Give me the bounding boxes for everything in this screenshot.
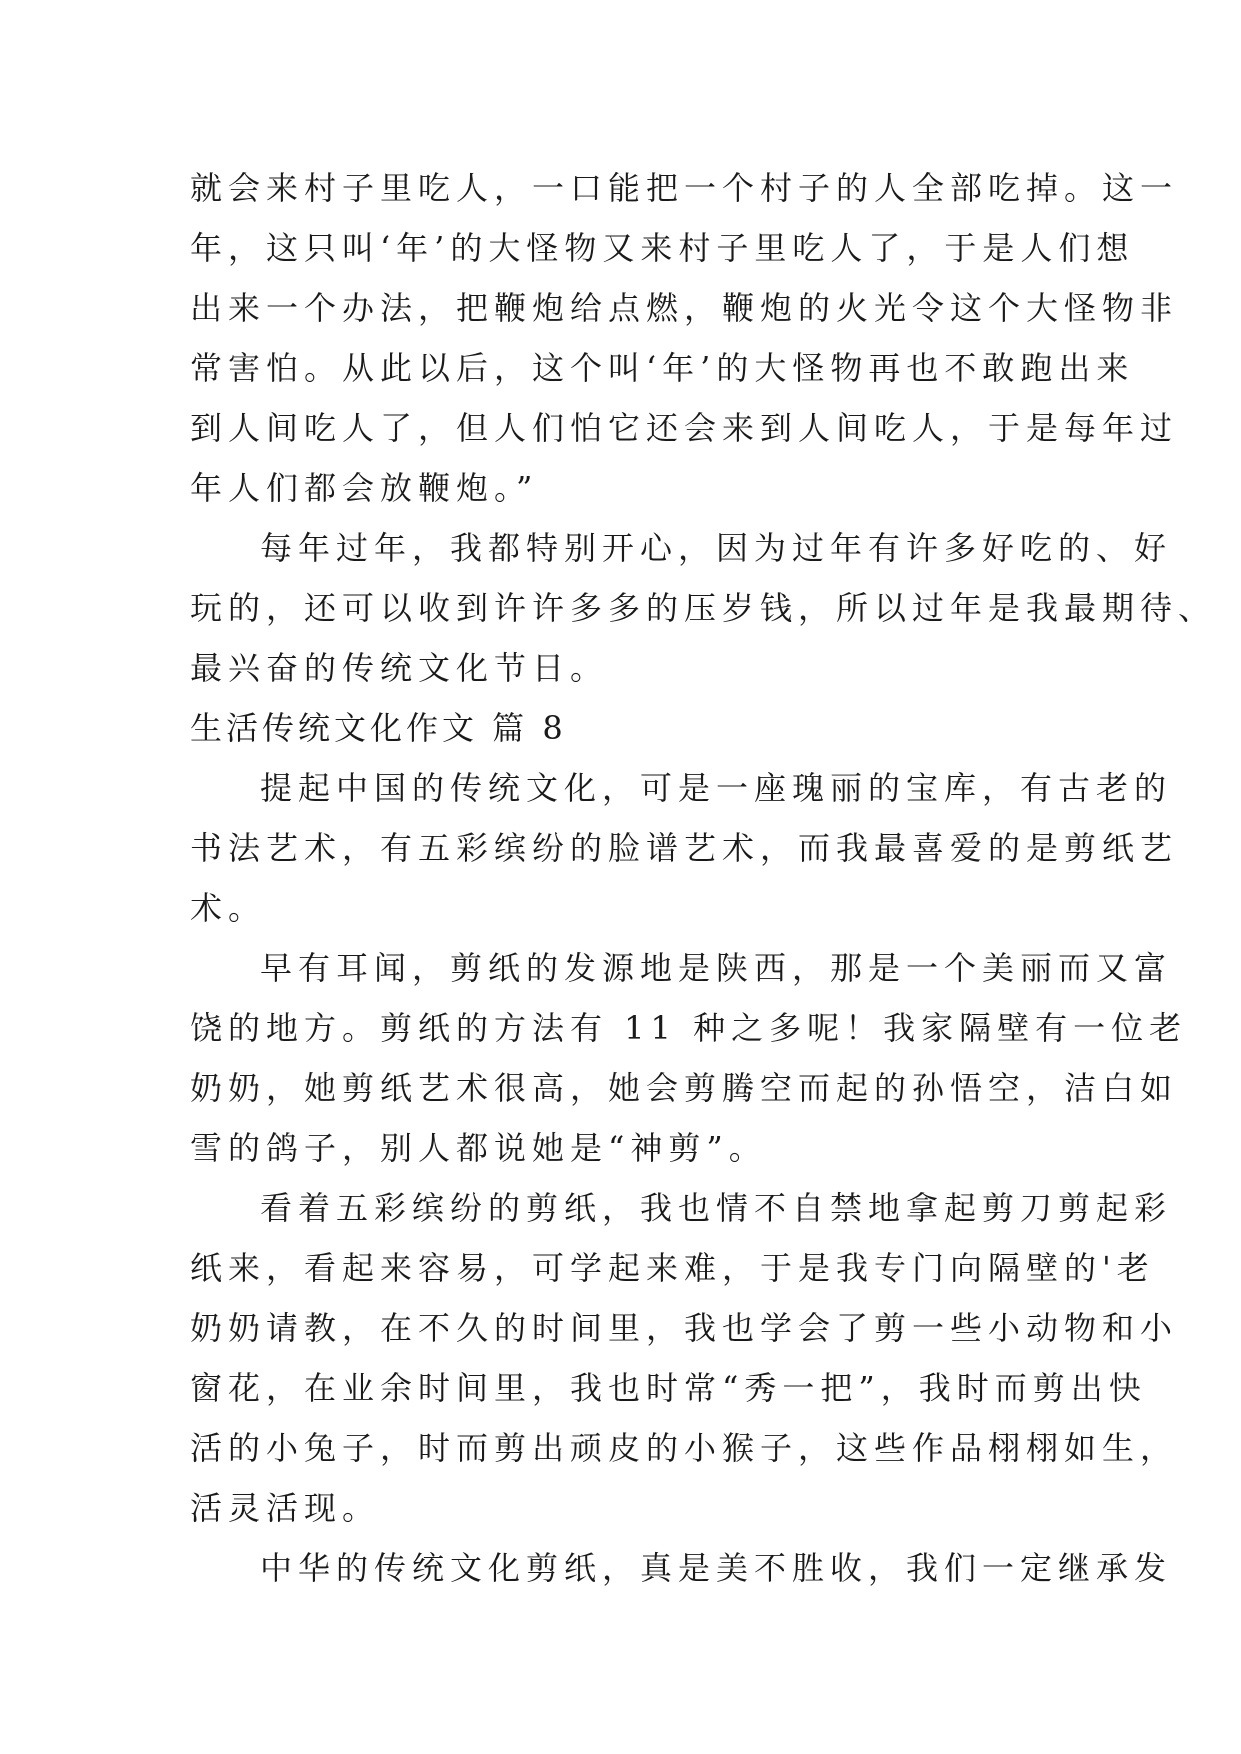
text-line: 饶的地方。剪纸的方法有 11 种之多呢！我家隔壁有一位老: [190, 1009, 1188, 1047]
text-line: 到人间吃人了，但人们怕它还会来到人间吃人，于是每年过: [190, 409, 1179, 447]
text-line: 窗花，在业余时间里，我也时常“秀一把”，我时而剪出快: [190, 1369, 1147, 1407]
text-line: 年，这只叫‘年’的大怪物又来村子里吃人了，于是人们想: [190, 229, 1135, 267]
document-page: [190, 158, 1217, 1598]
text-line: 出来一个办法，把鞭炮给点燃，鞭炮的火光令这个大怪物非: [190, 289, 1179, 327]
text-line: 纸来，看起来容易，可学起来难，于是我专门向隔壁的'老: [190, 1249, 1155, 1287]
text-line: 奶奶，她剪纸艺术很高，她会剪腾空而起的孙悟空，洁白如: [190, 1069, 1179, 1107]
paragraph-first-line: 每年过年，我都特别开心，因为过年有许多好吃的、好: [260, 529, 1173, 567]
text-line: 活的小兔子，时而剪出顽皮的小猴子，这些作品栩栩如生，: [190, 1429, 1179, 1467]
paragraph-first-line: 看着五彩缤纷的剪纸，我也情不自禁地拿起剪刀剪起彩: [260, 1189, 1173, 1227]
text-line: 年人们都会放鞭炮。”: [190, 469, 539, 507]
text-line: 书法艺术，有五彩缤纷的脸谱艺术，而我最喜爱的是剪纸艺: [190, 829, 1179, 867]
text-line: 术。: [190, 889, 267, 927]
paragraph-first-line: 提起中国的传统文化，可是一座瑰丽的宝库，有古老的: [260, 769, 1173, 807]
paragraph-first-line: 中华的传统文化剪纸，真是美不胜收，我们一定继承发: [260, 1549, 1173, 1587]
text-line: 活灵活现。: [190, 1489, 381, 1527]
text-line: 就会来村子里吃人，一口能把一个村子的人全部吃掉。这一: [190, 169, 1179, 207]
text-line: 最兴奋的传统文化节日。: [190, 649, 609, 687]
section-heading: 生活传统文化作文 篇 8: [190, 709, 567, 747]
text-line: 常害怕。从此以后，这个叫‘年’的大怪物再也不敢跑出来: [190, 349, 1135, 387]
text-line: 玩的，还可以收到许许多多的压岁钱，所以过年是我最期待、: [190, 589, 1217, 627]
text-line: 奶奶请教，在不久的时间里，我也学会了剪一些小动物和小: [190, 1309, 1179, 1347]
paragraph-first-line: 早有耳闻，剪纸的发源地是陕西，那是一个美丽而又富: [260, 949, 1173, 987]
text-line: 雪的鸽子，别人都说她是“神剪”。: [190, 1129, 767, 1167]
